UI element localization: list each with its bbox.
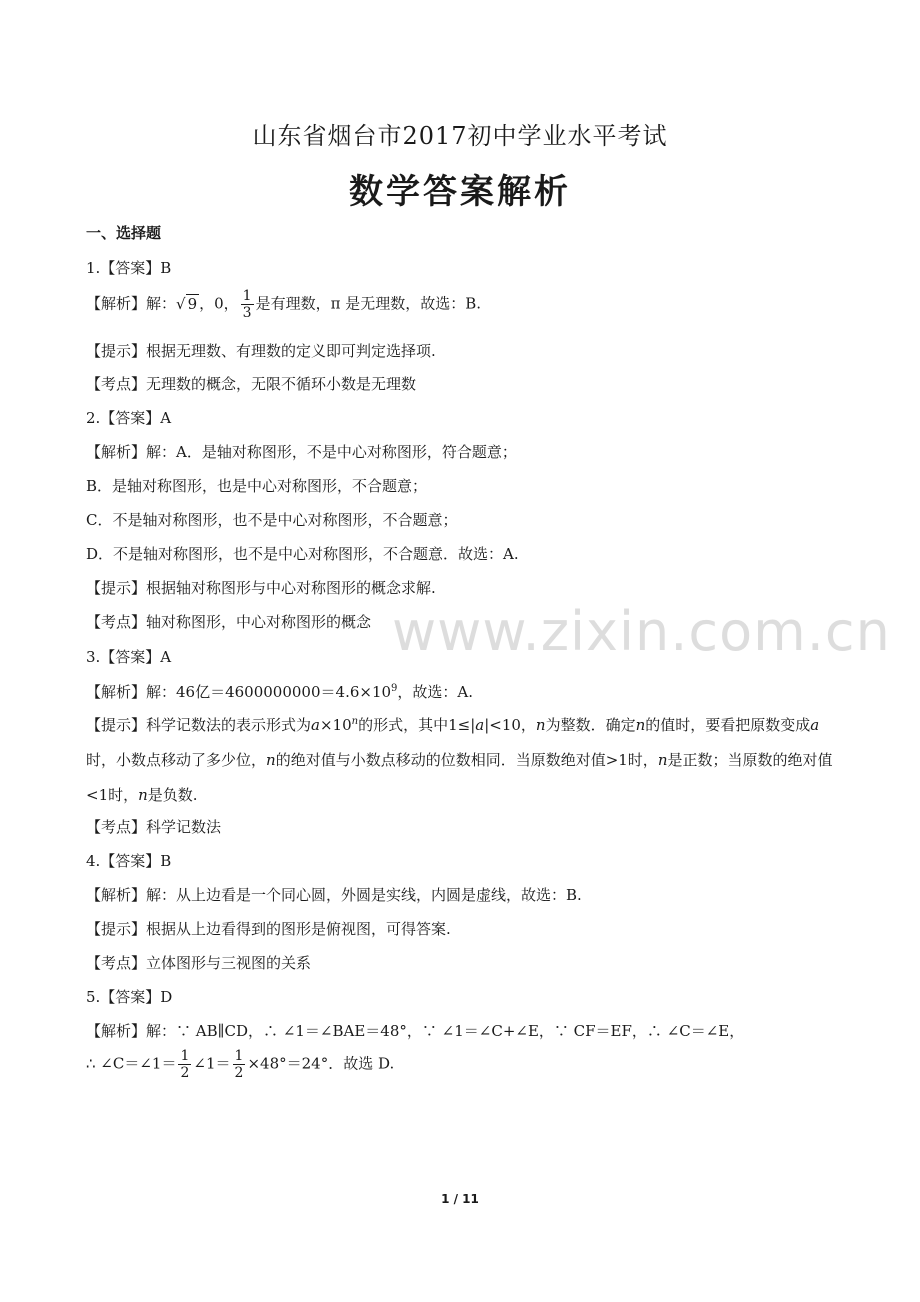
q3-analysis-text-b: ，故选：A.: [397, 683, 474, 701]
q5-text-a: ∴ ∠C＝∠1＝: [86, 1054, 177, 1073]
q2-answer: 2.【答案】A: [86, 409, 172, 427]
q3-answer: 3.【答案】A: [86, 648, 172, 666]
q2-analysis-line2: B．是轴对称图形，也是中心对称图形，不合题意；: [86, 477, 428, 495]
q4-analysis: 【解析】解：从上边看是一个同心圆，外圆是实线，内圆是虚线，故选：B.: [86, 886, 582, 904]
q5-text-b: ∠1＝: [193, 1054, 231, 1073]
q5-fraction-1: [178, 1048, 191, 1081]
exam-title: 山东省烟台市2017初中学业水平考试: [252, 122, 668, 150]
q3-hint: [86, 704, 840, 813]
q2-key-point: 【考点】轴对称图形，中心对称图形的概念: [86, 613, 372, 631]
q3-hint-text-a: 【提示】科学记数法的表示形式为: [86, 716, 312, 734]
q1-analysis-text-a: 【解析】解：: [86, 294, 177, 313]
var-n-exponent: n: [351, 716, 359, 727]
q1-analysis-text-c: 是有理数，π 是无理数，故选：B.: [255, 294, 482, 313]
var-a: a: [475, 716, 485, 734]
q4-key-point: 【考点】立体图形与三视图的关系: [86, 954, 312, 972]
var-a: a: [810, 716, 820, 734]
q4-answer: 4.【答案】B: [86, 852, 172, 870]
answer-title: 数学答案解析: [349, 172, 571, 212]
q2-analysis-line1: 【解析】解：A．是轴对称图形，不是中心对称图形，符合题意；: [86, 443, 517, 461]
q5-analysis-line1: 【解析】解：∵ AB∥CD，∴ ∠1＝∠BAE＝48°，∵ ∠1＝∠C+∠E，∵ CF＝EF，∴ ∠C＝∠E，: [86, 1022, 745, 1040]
q1-analysis: [86, 288, 840, 321]
sqrt-symbol: √ 9: [176, 294, 198, 313]
var-n: n: [138, 786, 148, 804]
q4-hint: 【提示】根据从上边看得到的图形是俯视图，可得答案.: [86, 920, 451, 938]
q3-hint-times: ×10: [319, 716, 352, 734]
q3-hint-text-g: 的绝对值与小数点移动的位数相同．当原数绝对值>1时，: [275, 751, 658, 769]
q2-analysis-line4: D．不是轴对称图形，也不是中心对称图形，不合题意．故选：A.: [86, 545, 519, 563]
var-a: a: [311, 716, 320, 734]
q3-exponent: 9: [391, 683, 398, 694]
q3-hint-text-d: 为整数．确定: [545, 716, 636, 734]
watermark: www.zixin.com.cn: [392, 600, 891, 663]
q3-hint-text-h: 是正数；当原数的绝对值<1时，: [86, 751, 833, 804]
q1-key-point: 【考点】无理数的概念，无限不循环小数是无理数: [86, 375, 417, 393]
q1-fraction: [241, 288, 254, 321]
q5-text-c: ×48°＝24°．故选 D.: [247, 1054, 395, 1073]
q1-frac-num: 1: [242, 288, 252, 304]
q1-answer: 1.【答案】B: [86, 259, 172, 277]
q5-frac1-num: 1: [180, 1048, 190, 1064]
q5-analysis-line2: [86, 1048, 840, 1081]
q5-frac2-den: 2: [234, 1065, 244, 1081]
page-number: 1 / 11: [441, 1192, 479, 1206]
var-n: n: [635, 716, 646, 734]
q1-analysis-text-b: ，0，: [199, 294, 239, 313]
q5-answer: 5.【答案】D: [86, 988, 173, 1006]
q2-hint: 【提示】根据轴对称图形与中心对称图形的概念求解.: [86, 579, 436, 597]
sqrt-radicand: 9: [187, 294, 198, 313]
q3-hint-text-b: 的形式，其中1≤|: [358, 716, 476, 734]
var-n: n: [535, 716, 546, 734]
q5-frac2-num: 1: [234, 1048, 244, 1064]
q3-analysis-text-a: 【解析】解：46亿＝4600000000＝4.6×10: [86, 683, 392, 701]
section-heading: 一、选择题: [86, 224, 162, 242]
q1-hint: 【提示】根据无理数、有理数的定义即可判定选择项.: [86, 342, 436, 360]
q3-hint-text-c: |<10，: [484, 716, 536, 734]
q3-hint-text-f: 时，小数点移动了多少位，: [86, 751, 267, 769]
q3-key-point: 【考点】科学记数法: [86, 818, 222, 836]
q3-hint-text-e: 的值时，要看把原数变成: [645, 716, 811, 734]
var-n: n: [657, 751, 668, 769]
var-n: n: [266, 751, 276, 769]
q5-fraction-2: [233, 1048, 246, 1081]
q5-frac1-den: 2: [180, 1065, 190, 1081]
q2-analysis-line3: C．不是轴对称图形，也不是中心对称图形，不合题意；: [86, 511, 458, 529]
q3-hint-text-i: 是负数.: [147, 786, 198, 804]
q3-analysis: [86, 679, 840, 702]
q1-frac-den: 3: [242, 305, 252, 321]
